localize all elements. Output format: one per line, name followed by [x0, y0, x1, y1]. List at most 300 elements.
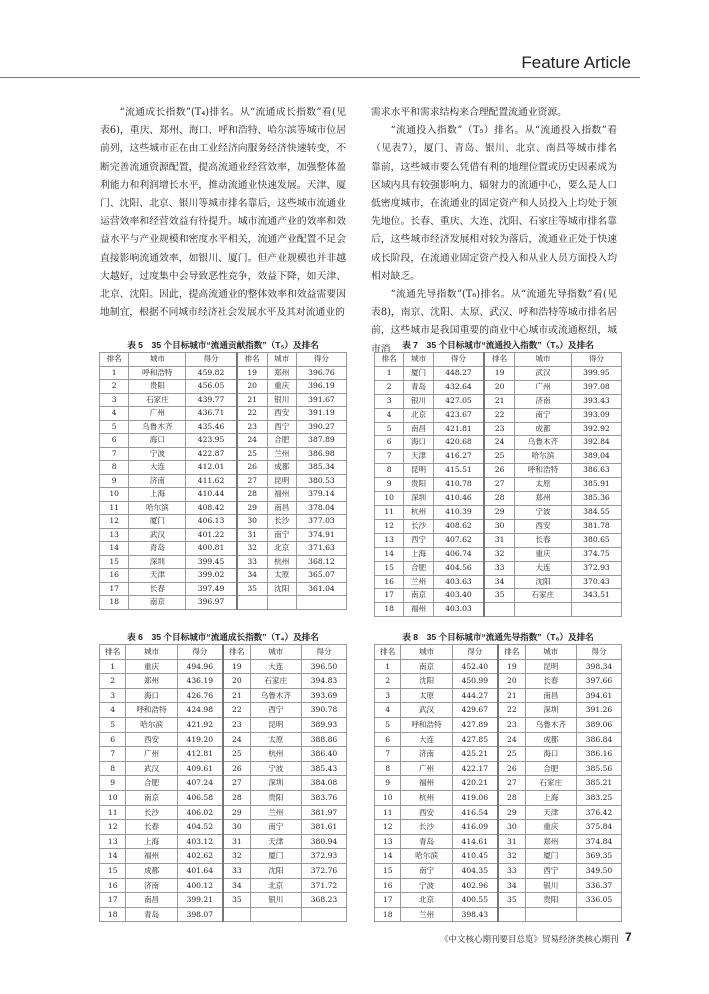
city-cell: 宁波 — [401, 878, 452, 893]
city-cell: 石家庄 — [129, 393, 186, 407]
score-cell: 415.51 — [433, 464, 484, 478]
city-cell: 北京 — [401, 893, 452, 908]
city-cell: 福州 — [404, 603, 433, 617]
city-cell: 合肥 — [126, 776, 177, 791]
column-header: 城市 — [267, 353, 296, 367]
table-row — [100, 528, 347, 542]
column-header: 得分 — [186, 353, 237, 367]
score-cell: 385.56 — [576, 761, 621, 776]
rank-cell — [223, 907, 250, 922]
score-cell: 385.43 — [301, 761, 346, 776]
score-cell — [301, 907, 346, 922]
city-cell: 兰州 — [401, 907, 452, 922]
table-row — [100, 820, 347, 835]
rank-cell: 3 — [375, 394, 404, 408]
rank-cell — [484, 603, 514, 617]
city-cell: 昆明 — [525, 659, 576, 674]
score-cell — [571, 603, 621, 617]
city-cell: 太原 — [267, 569, 296, 583]
rank-cell: 2 — [100, 380, 129, 394]
city-cell: 海口 — [404, 436, 433, 450]
city-cell: 重庆 — [525, 820, 576, 835]
score-cell: 408.62 — [433, 519, 484, 533]
table-row — [375, 408, 622, 422]
table-row — [375, 732, 622, 747]
score-cell: 398.43 — [452, 907, 498, 922]
score-cell — [296, 596, 346, 610]
city-cell: 呼和浩特 — [401, 717, 452, 732]
table-row — [100, 434, 347, 448]
score-cell: 368.12 — [296, 555, 346, 569]
column-header: 城市 — [525, 645, 576, 660]
score-cell: 420.68 — [433, 436, 484, 450]
column-header: 城市 — [401, 645, 452, 660]
city-cell: 兰州 — [250, 805, 301, 820]
city-cell: 西宁 — [525, 863, 576, 878]
city-cell: 杭州 — [401, 790, 452, 805]
rank-cell: 25 — [484, 450, 514, 464]
city-cell: 成都 — [126, 863, 177, 878]
score-cell: 435.46 — [186, 420, 237, 434]
city-cell: 北京 — [250, 878, 301, 893]
rank-cell: 7 — [100, 447, 129, 461]
score-cell: 361.04 — [296, 582, 346, 596]
score-cell: 423.67 — [433, 408, 484, 422]
rank-cell: 1 — [375, 366, 404, 380]
table-row — [375, 450, 622, 464]
city-cell: 南宁 — [250, 820, 301, 835]
rank-cell: 29 — [498, 805, 525, 820]
score-cell: 444.27 — [452, 688, 498, 703]
table-row — [375, 492, 622, 506]
city-cell: 大连 — [250, 659, 301, 674]
rank-cell: 7 — [375, 450, 404, 464]
score-cell: 399.21 — [177, 893, 223, 908]
rank-cell: 1 — [100, 366, 129, 380]
city-cell: 乌鲁木齐 — [250, 688, 301, 703]
rank-cell: 11 — [100, 501, 129, 515]
score-cell: 380.53 — [296, 474, 346, 488]
rank-cell: 4 — [100, 407, 129, 421]
city-cell: 长沙 — [126, 805, 177, 820]
rank-cell: 15 — [100, 863, 126, 878]
city-cell: 长沙 — [401, 820, 452, 835]
paragraph: “流通投入指数”（T₅）排名。从“流通投入指数”看（见表7），厦门、青岛、银川、北京、南昌等城市排名靠前，这些城市要么凭借有利的地理位置或历史因素成为区域内具有较强影响力、辐射力的流通中心，要么是人口低密度城市，在流通业的固定资产和人员投入上均处于领先地位。长春、重庆、大连、沈阳、石家庄等城市排名靠后，这些城市经济发展相对较为落后，流通业正处于快速成长阶段，在流通业固定资产投入和从业人员方面投入均相对缺乏。 — [371, 125, 617, 282]
rank-cell: 2 — [375, 380, 404, 394]
city-cell: 北京 — [267, 542, 296, 556]
score-cell: 432.64 — [433, 380, 484, 394]
rank-cell: 33 — [484, 561, 514, 575]
table-row — [375, 688, 622, 703]
city-cell: 青岛 — [126, 907, 177, 922]
table-row — [375, 422, 622, 436]
column-header: 排名 — [375, 645, 401, 660]
rank-cell: 6 — [100, 434, 129, 448]
score-cell: 387.89 — [296, 434, 346, 448]
score-cell: 371.63 — [296, 542, 346, 556]
city-cell: 北京 — [404, 408, 433, 422]
table-row — [100, 501, 347, 515]
city-cell: 长沙 — [267, 515, 296, 529]
rank-cell: 22 — [498, 703, 525, 718]
city-cell: 石家庄 — [514, 589, 571, 603]
rank-cell: 13 — [375, 533, 404, 547]
city-cell: 合肥 — [404, 561, 433, 575]
table-row — [375, 366, 622, 380]
city-cell: 重庆 — [514, 547, 571, 561]
rank-cell: 5 — [100, 420, 129, 434]
header-divider — [0, 77, 640, 78]
table-row — [375, 834, 622, 849]
rank-cell: 27 — [223, 776, 250, 791]
score-cell: 391.67 — [296, 393, 346, 407]
city-cell: 西宁 — [250, 703, 301, 718]
score-cell: 400.12 — [177, 878, 223, 893]
rank-cell: 32 — [484, 547, 514, 561]
rank-cell: 9 — [375, 478, 404, 492]
score-cell: 421.81 — [433, 422, 484, 436]
column-header: 得分 — [177, 645, 223, 660]
city-cell: 南昌 — [404, 422, 433, 436]
score-cell: 406.58 — [177, 790, 223, 805]
rank-cell: 29 — [237, 501, 267, 515]
score-cell: 394.83 — [301, 674, 346, 689]
table-row — [375, 394, 622, 408]
city-cell: 兰州 — [267, 447, 296, 461]
table-row — [375, 561, 622, 575]
table-row — [100, 878, 347, 893]
rank-cell: 33 — [498, 863, 525, 878]
city-cell: 长春 — [126, 820, 177, 835]
rank-cell: 4 — [100, 703, 126, 718]
table-row — [100, 761, 347, 776]
table-row — [375, 893, 622, 908]
score-cell: 406.13 — [186, 515, 237, 529]
score-cell: 403.63 — [433, 575, 484, 589]
table-row — [375, 519, 622, 533]
rank-cell: 2 — [100, 674, 126, 689]
city-cell: 杭州 — [250, 747, 301, 762]
rank-cell: 10 — [375, 492, 404, 506]
rank-cell: 10 — [100, 790, 126, 805]
score-cell: 372.93 — [301, 849, 346, 864]
city-cell: 兰州 — [404, 575, 433, 589]
score-cell: 385.21 — [576, 776, 621, 791]
rank-cell: 15 — [375, 561, 404, 575]
table-row — [375, 589, 622, 603]
rank-cell: 27 — [498, 776, 525, 791]
rank-cell: 4 — [375, 408, 404, 422]
table-row — [375, 790, 622, 805]
table-row — [100, 393, 347, 407]
rank-cell: 14 — [375, 547, 404, 561]
city-cell: 济南 — [514, 394, 571, 408]
rank-cell: 8 — [375, 761, 401, 776]
score-cell: 343.51 — [571, 589, 621, 603]
city-cell: 南昌 — [267, 501, 296, 515]
rank-cell: 20 — [498, 674, 525, 689]
score-cell: 422.87 — [186, 447, 237, 461]
score-cell: 381.61 — [301, 820, 346, 835]
table-8 — [374, 630, 622, 922]
score-cell: 419.20 — [177, 732, 223, 747]
score-cell: 385.34 — [296, 461, 346, 475]
rank-cell: 30 — [484, 519, 514, 533]
city-cell: 贵阳 — [404, 478, 433, 492]
table-title: 表 7 35 个目标城市“流通投入指数”（T₅）及排名 — [402, 340, 594, 350]
rank-cell: 34 — [223, 878, 250, 893]
city-cell: 南京 — [404, 589, 433, 603]
score-cell: 436.71 — [186, 407, 237, 421]
score-cell: 388.86 — [301, 732, 346, 747]
right-text-column — [371, 104, 617, 359]
paragraph: 需求水平和需求结构来合理配置流通业资源。 — [371, 107, 567, 118]
column-header: 排名 — [100, 645, 126, 660]
score-cell: 404.35 — [452, 863, 498, 878]
score-cell: 400.55 — [452, 893, 498, 908]
score-cell: 393.43 — [571, 394, 621, 408]
rank-cell: 31 — [237, 528, 267, 542]
table-row — [100, 805, 347, 820]
score-cell: 393.69 — [301, 688, 346, 703]
ranking-table — [99, 352, 347, 610]
city-cell: 成都 — [525, 732, 576, 747]
score-cell: 394.61 — [576, 688, 621, 703]
column-header: 得分 — [452, 645, 498, 660]
city-cell: 青岛 — [401, 834, 452, 849]
city-cell: 南京 — [126, 790, 177, 805]
rank-cell: 20 — [484, 380, 514, 394]
score-cell: 336.37 — [576, 878, 621, 893]
city-cell: 沈阳 — [250, 863, 301, 878]
score-cell: 392.92 — [571, 422, 621, 436]
rank-cell: 15 — [375, 863, 401, 878]
table-row — [375, 805, 622, 820]
page-number: 7 — [625, 930, 632, 944]
city-cell: 合肥 — [525, 761, 576, 776]
table-7 — [374, 338, 622, 617]
score-cell: 399.45 — [186, 555, 237, 569]
rank-cell: 19 — [484, 366, 514, 380]
score-cell: 401.64 — [177, 863, 223, 878]
score-cell: 407.62 — [433, 533, 484, 547]
rank-cell: 23 — [484, 422, 514, 436]
score-cell: 410.39 — [433, 505, 484, 519]
rank-cell: 28 — [237, 488, 267, 502]
city-cell: 银川 — [250, 893, 301, 908]
city-cell: 沈阳 — [514, 575, 571, 589]
score-cell: 425.21 — [452, 747, 498, 762]
score-cell: 396.97 — [186, 596, 237, 610]
rank-cell: 24 — [484, 436, 514, 450]
city-cell: 石家庄 — [250, 674, 301, 689]
city-cell: 福州 — [267, 488, 296, 502]
city-cell: 南昌 — [525, 688, 576, 703]
score-cell: 410.45 — [452, 849, 498, 864]
city-cell: 海口 — [525, 747, 576, 762]
score-cell: 385.36 — [571, 492, 621, 506]
column-header: 城市 — [514, 353, 571, 367]
rank-cell: 10 — [375, 790, 401, 805]
table-row — [375, 575, 622, 589]
rank-cell: 13 — [100, 528, 129, 542]
column-header: 排名 — [100, 353, 129, 367]
rank-cell: 23 — [223, 717, 250, 732]
score-cell: 397.66 — [576, 674, 621, 689]
table-row — [100, 407, 347, 421]
rank-cell: 26 — [484, 464, 514, 478]
rank-cell: 1 — [375, 659, 401, 674]
score-cell: 424.98 — [177, 703, 223, 718]
rank-cell: 34 — [498, 878, 525, 893]
rank-cell: 15 — [100, 555, 129, 569]
city-cell: 乌鲁木齐 — [129, 420, 186, 434]
table-row — [100, 863, 347, 878]
score-cell: 381.78 — [571, 519, 621, 533]
score-cell: 406.74 — [433, 547, 484, 561]
city-cell: 上海 — [126, 834, 177, 849]
table-row — [375, 659, 622, 674]
column-header: 排名 — [223, 645, 250, 660]
city-cell: 大连 — [401, 732, 452, 747]
section-header-title: Feature Article — [521, 53, 631, 72]
table-row — [375, 820, 622, 835]
table-title: 表 6 35 个目标城市“流通成长指数”（T₄）及排名 — [127, 632, 319, 642]
score-cell: 419.06 — [452, 790, 498, 805]
score-cell: 408.42 — [186, 501, 237, 515]
city-cell: 呼和浩特 — [129, 366, 186, 380]
rank-cell: 13 — [100, 834, 126, 849]
score-cell: 386.63 — [571, 464, 621, 478]
rank-cell: 26 — [498, 761, 525, 776]
score-cell: 370.43 — [571, 575, 621, 589]
score-cell: 429.67 — [452, 703, 498, 718]
rank-cell: 24 — [223, 732, 250, 747]
column-header: 得分 — [571, 353, 621, 367]
table-header-row — [375, 645, 622, 660]
city-cell: 太原 — [401, 688, 452, 703]
city-cell: 昆明 — [250, 717, 301, 732]
score-cell: 410.46 — [433, 492, 484, 506]
rank-cell: 11 — [375, 805, 401, 820]
rank-cell: 3 — [100, 393, 129, 407]
rank-cell: 14 — [375, 849, 401, 864]
rank-cell: 35 — [223, 893, 250, 908]
score-cell: 384.08 — [301, 776, 346, 791]
rank-cell: 6 — [100, 732, 126, 747]
city-cell: 贵阳 — [129, 380, 186, 394]
rank-cell: 2 — [375, 674, 401, 689]
score-cell: 402.62 — [177, 849, 223, 864]
table-row — [100, 747, 347, 762]
rank-cell: 4 — [375, 703, 401, 718]
city-cell: 天津 — [525, 805, 576, 820]
rank-cell: 9 — [375, 776, 401, 791]
score-cell: 401.22 — [186, 528, 237, 542]
city-cell: 昆明 — [404, 464, 433, 478]
rank-cell: 27 — [237, 474, 267, 488]
table-row — [375, 761, 622, 776]
score-cell: 403.12 — [177, 834, 223, 849]
left-text-column — [100, 104, 346, 322]
city-cell: 长春 — [514, 533, 571, 547]
city-cell: 贵阳 — [250, 790, 301, 805]
table-row — [100, 790, 347, 805]
city-cell: 乌鲁木齐 — [514, 436, 571, 450]
table-title: 表 8 35 个目标城市“流通先导指数”（T₆）及排名 — [402, 632, 594, 642]
table-row — [100, 542, 347, 556]
city-cell: 西宁 — [404, 533, 433, 547]
score-cell: 416.27 — [433, 450, 484, 464]
rank-cell: 11 — [100, 805, 126, 820]
table-row — [100, 366, 347, 380]
city-cell: 厦门 — [404, 366, 433, 380]
rank-cell — [237, 596, 267, 610]
table-6 — [99, 630, 347, 922]
table-row — [100, 380, 347, 394]
score-cell: 386.98 — [296, 447, 346, 461]
city-cell — [267, 596, 296, 610]
table-row — [375, 603, 622, 617]
score-cell: 421.92 — [177, 717, 223, 732]
score-cell: 336.05 — [576, 893, 621, 908]
city-cell: 宁波 — [514, 505, 571, 519]
city-cell: 太原 — [250, 732, 301, 747]
rank-cell: 17 — [100, 893, 126, 908]
score-cell: 398.07 — [177, 907, 223, 922]
rank-cell: 26 — [223, 761, 250, 776]
city-cell: 福州 — [126, 849, 177, 864]
score-cell: 374.91 — [296, 528, 346, 542]
rank-cell: 23 — [498, 717, 525, 732]
city-cell: 济南 — [129, 474, 186, 488]
city-cell: 长春 — [129, 582, 186, 596]
rank-cell: 16 — [100, 569, 129, 583]
rank-cell: 19 — [223, 659, 250, 674]
city-cell: 上海 — [129, 488, 186, 502]
score-cell: 369.35 — [576, 849, 621, 864]
city-cell: 西安 — [126, 732, 177, 747]
score-cell: 396.50 — [301, 659, 346, 674]
column-header: 得分 — [301, 645, 346, 660]
column-header: 排名 — [498, 645, 525, 660]
city-cell: 武汉 — [129, 528, 186, 542]
city-cell: 大连 — [129, 461, 186, 475]
table-row — [100, 893, 347, 908]
rank-cell: 31 — [484, 533, 514, 547]
city-cell: 海口 — [126, 688, 177, 703]
score-cell: 409.61 — [177, 761, 223, 776]
city-cell: 郑州 — [126, 674, 177, 689]
rank-cell: 6 — [375, 436, 404, 450]
city-cell: 杭州 — [267, 555, 296, 569]
score-cell: 393.09 — [571, 408, 621, 422]
city-cell: 呼和浩特 — [514, 464, 571, 478]
city-cell: 银川 — [525, 878, 576, 893]
table-row — [100, 461, 347, 475]
rank-cell: 29 — [484, 505, 514, 519]
score-cell: 426.76 — [177, 688, 223, 703]
rank-cell: 5 — [375, 717, 401, 732]
city-cell: 合肥 — [267, 434, 296, 448]
table-row — [375, 907, 622, 922]
city-cell: 乌鲁木齐 — [525, 717, 576, 732]
rank-cell: 16 — [375, 575, 404, 589]
table-row — [375, 533, 622, 547]
city-cell: 广州 — [514, 380, 571, 394]
column-header: 得分 — [296, 353, 346, 367]
table-row — [375, 703, 622, 718]
